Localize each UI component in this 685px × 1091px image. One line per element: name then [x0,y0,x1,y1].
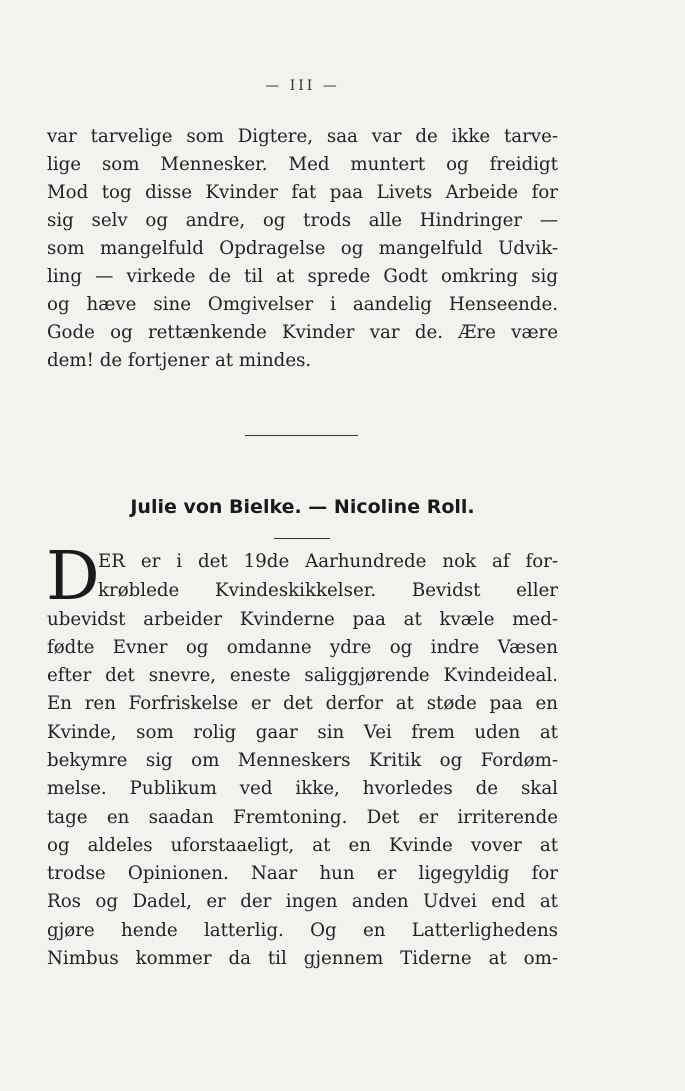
text-line: krøblede Kvindeskikkelser. Bevidst eller [98,580,558,601]
text-line: Gode og rettænkende Kvinder var de. Ære være [47,322,558,343]
text-line: trodse Opinionen. Naar hun er ligegyldig for [47,863,558,884]
text-line: efter det snevre, eneste saliggjørende Kvindeideal. [47,665,558,686]
text-line: fødte Evner og omdanne ydre og indre Væsen [47,637,558,658]
page-number: — III — [265,78,340,94]
text-line: Nimbus kommer da til gjennem Tiderne at om- [47,948,558,969]
heading-underline [274,538,330,539]
text-line: ubevidst arbeider Kvinderne paa at kvæle med- [47,609,558,630]
text-line: Mod tog disse Kvinder fat paa Livets Arbeide for [47,182,558,203]
text-line: dem! de fortjener at mindes. [47,350,312,371]
drop-cap: D [46,537,100,615]
text-line: Kvinde, som rolig gaar sin Vei frem uden at [47,722,558,743]
text-line: var tarvelige som Digtere, saa var de ikke tarve- [47,126,558,147]
text-line: sig selv og andre, og trods alle Hindringer — [47,210,558,231]
text-line: gjøre hende latterlig. Og en Latterlighedens [47,920,558,941]
text-line: ling — virkede de til at sprede Godt omkring sig [47,266,558,287]
text-line: En ren Forfriskelse er det derfor at støde paa en [47,693,558,714]
section-heading: Julie von Bielke. — Nicoline Roll. [130,496,475,518]
text-line: bekymre sig om Menneskers Kritik og Fordøm- [47,750,558,771]
text-line: og hæve sine Omgivelser i aandelig Henseende. [47,294,558,315]
text-line: tage en saadan Fremtoning. Det er irriterende [47,807,558,828]
text-line: og aldeles uforstaaeligt, at en Kvinde vover at [47,835,558,856]
text-line: som mangelfuld Opdragelse og mangelfuld Udvik- [47,238,558,259]
text-line: ER er i det 19de Aarhundrede nok af for- [98,551,558,572]
text-line: Ros og Dadel, er der ingen anden Udvei end at [47,891,558,912]
section-divider [245,435,358,436]
text-line: lige som Mennesker. Med muntert og freidigt [47,154,558,175]
text-line: melse. Publikum ved ikke, hvorledes de skal [47,778,558,799]
